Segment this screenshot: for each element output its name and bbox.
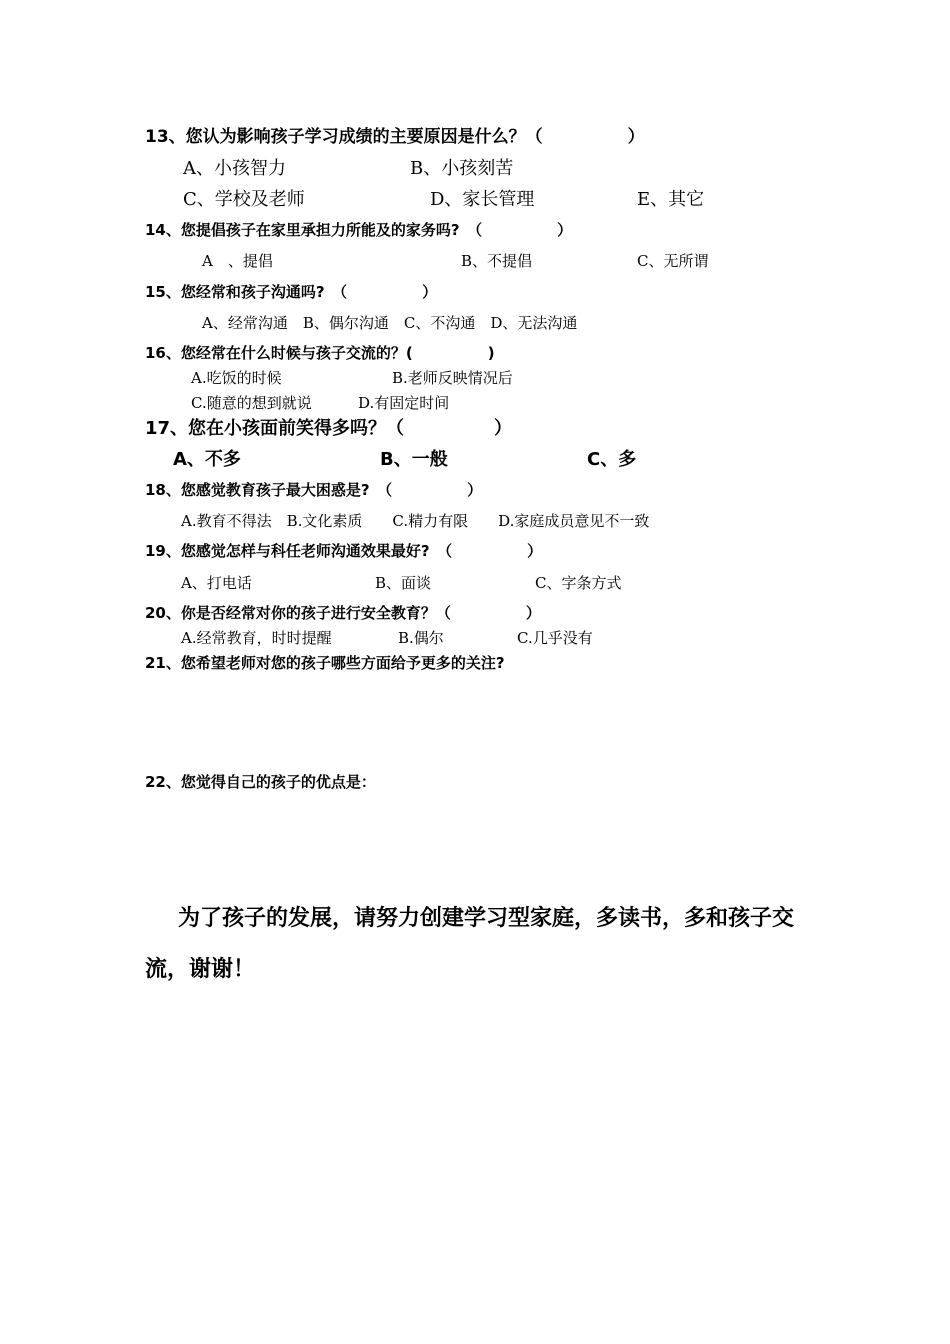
q13-option-a: A、小孩智力 xyxy=(183,158,286,179)
question-13: 13、您认为影响孩子学习成绩的主要原因是什么？（ ） xyxy=(145,127,645,147)
q16-option-c: C.随意的想到就说 xyxy=(191,394,312,412)
q20-option-a: A.经常教育，时时提醒 xyxy=(181,629,332,647)
q19-option-a: A、打电话 xyxy=(181,574,252,592)
q17-option-c: C、多 xyxy=(587,449,637,470)
q13-option-d: D、家长管理 xyxy=(430,189,535,210)
question-21: 21、您希望老师对您的孩子哪些方面给予更多的关注? xyxy=(145,654,505,672)
q15-options: A、经常沟通 B、偶尔沟通 C、不沟通 D、无法沟通 xyxy=(202,314,578,332)
question-17: 17、您在小孩面前笑得多吗？（ ） xyxy=(145,418,513,439)
q16-option-d: D.有固定时间 xyxy=(358,394,450,412)
question-16: 16、您经常在什么时候与孩子交流的？( ) xyxy=(145,344,495,362)
question-15: 15、您经常和孩子沟通吗? （ ） xyxy=(145,283,438,301)
q17-option-b: B、一般 xyxy=(380,449,448,470)
q16-option-b: B.老师反映情况后 xyxy=(392,369,513,387)
q14-option-b: B、不提倡 xyxy=(461,252,533,270)
question-14: 14、您提倡孩子在家里承担力所能及的家务吗? （ ） xyxy=(145,221,573,239)
question-18: 18、您感觉教育孩子最大困惑是? （ ） xyxy=(145,481,483,499)
q13-option-b: B、小孩刻苦 xyxy=(410,158,514,179)
question-19: 19、您感觉怎样与科任老师沟通效果最好? （ ） xyxy=(145,542,543,560)
q14-option-a: A 、提倡 xyxy=(202,252,273,270)
closing-message-line-2: 流，谢谢！ xyxy=(145,957,256,982)
q13-option-e: E、其它 xyxy=(637,189,705,210)
closing-message-line-1: 为了孩子的发展，请努力创建学习型家庭，多读书，多和孩子交 xyxy=(178,906,795,931)
question-20: 20、你是否经常对你的孩子进行安全教育？（ ） xyxy=(145,604,541,622)
q18-options: A.教育不得法 B.文化素质 C.精力有限 D.家庭成员意见不一致 xyxy=(181,512,650,530)
q13-option-c: C、学校及老师 xyxy=(183,189,305,210)
q16-option-a: A.吃饭的时候 xyxy=(191,369,282,387)
question-22: 22、您觉得自己的孩子的优点是： xyxy=(145,773,376,791)
q14-option-c: C、无所谓 xyxy=(637,252,709,270)
q19-option-c: C、字条方式 xyxy=(535,574,622,592)
q20-option-b: B.偶尔 xyxy=(398,629,444,647)
q17-option-a: A、不多 xyxy=(173,449,241,470)
q19-option-b: B、面谈 xyxy=(375,574,432,592)
q20-option-c: C.几乎没有 xyxy=(517,629,593,647)
